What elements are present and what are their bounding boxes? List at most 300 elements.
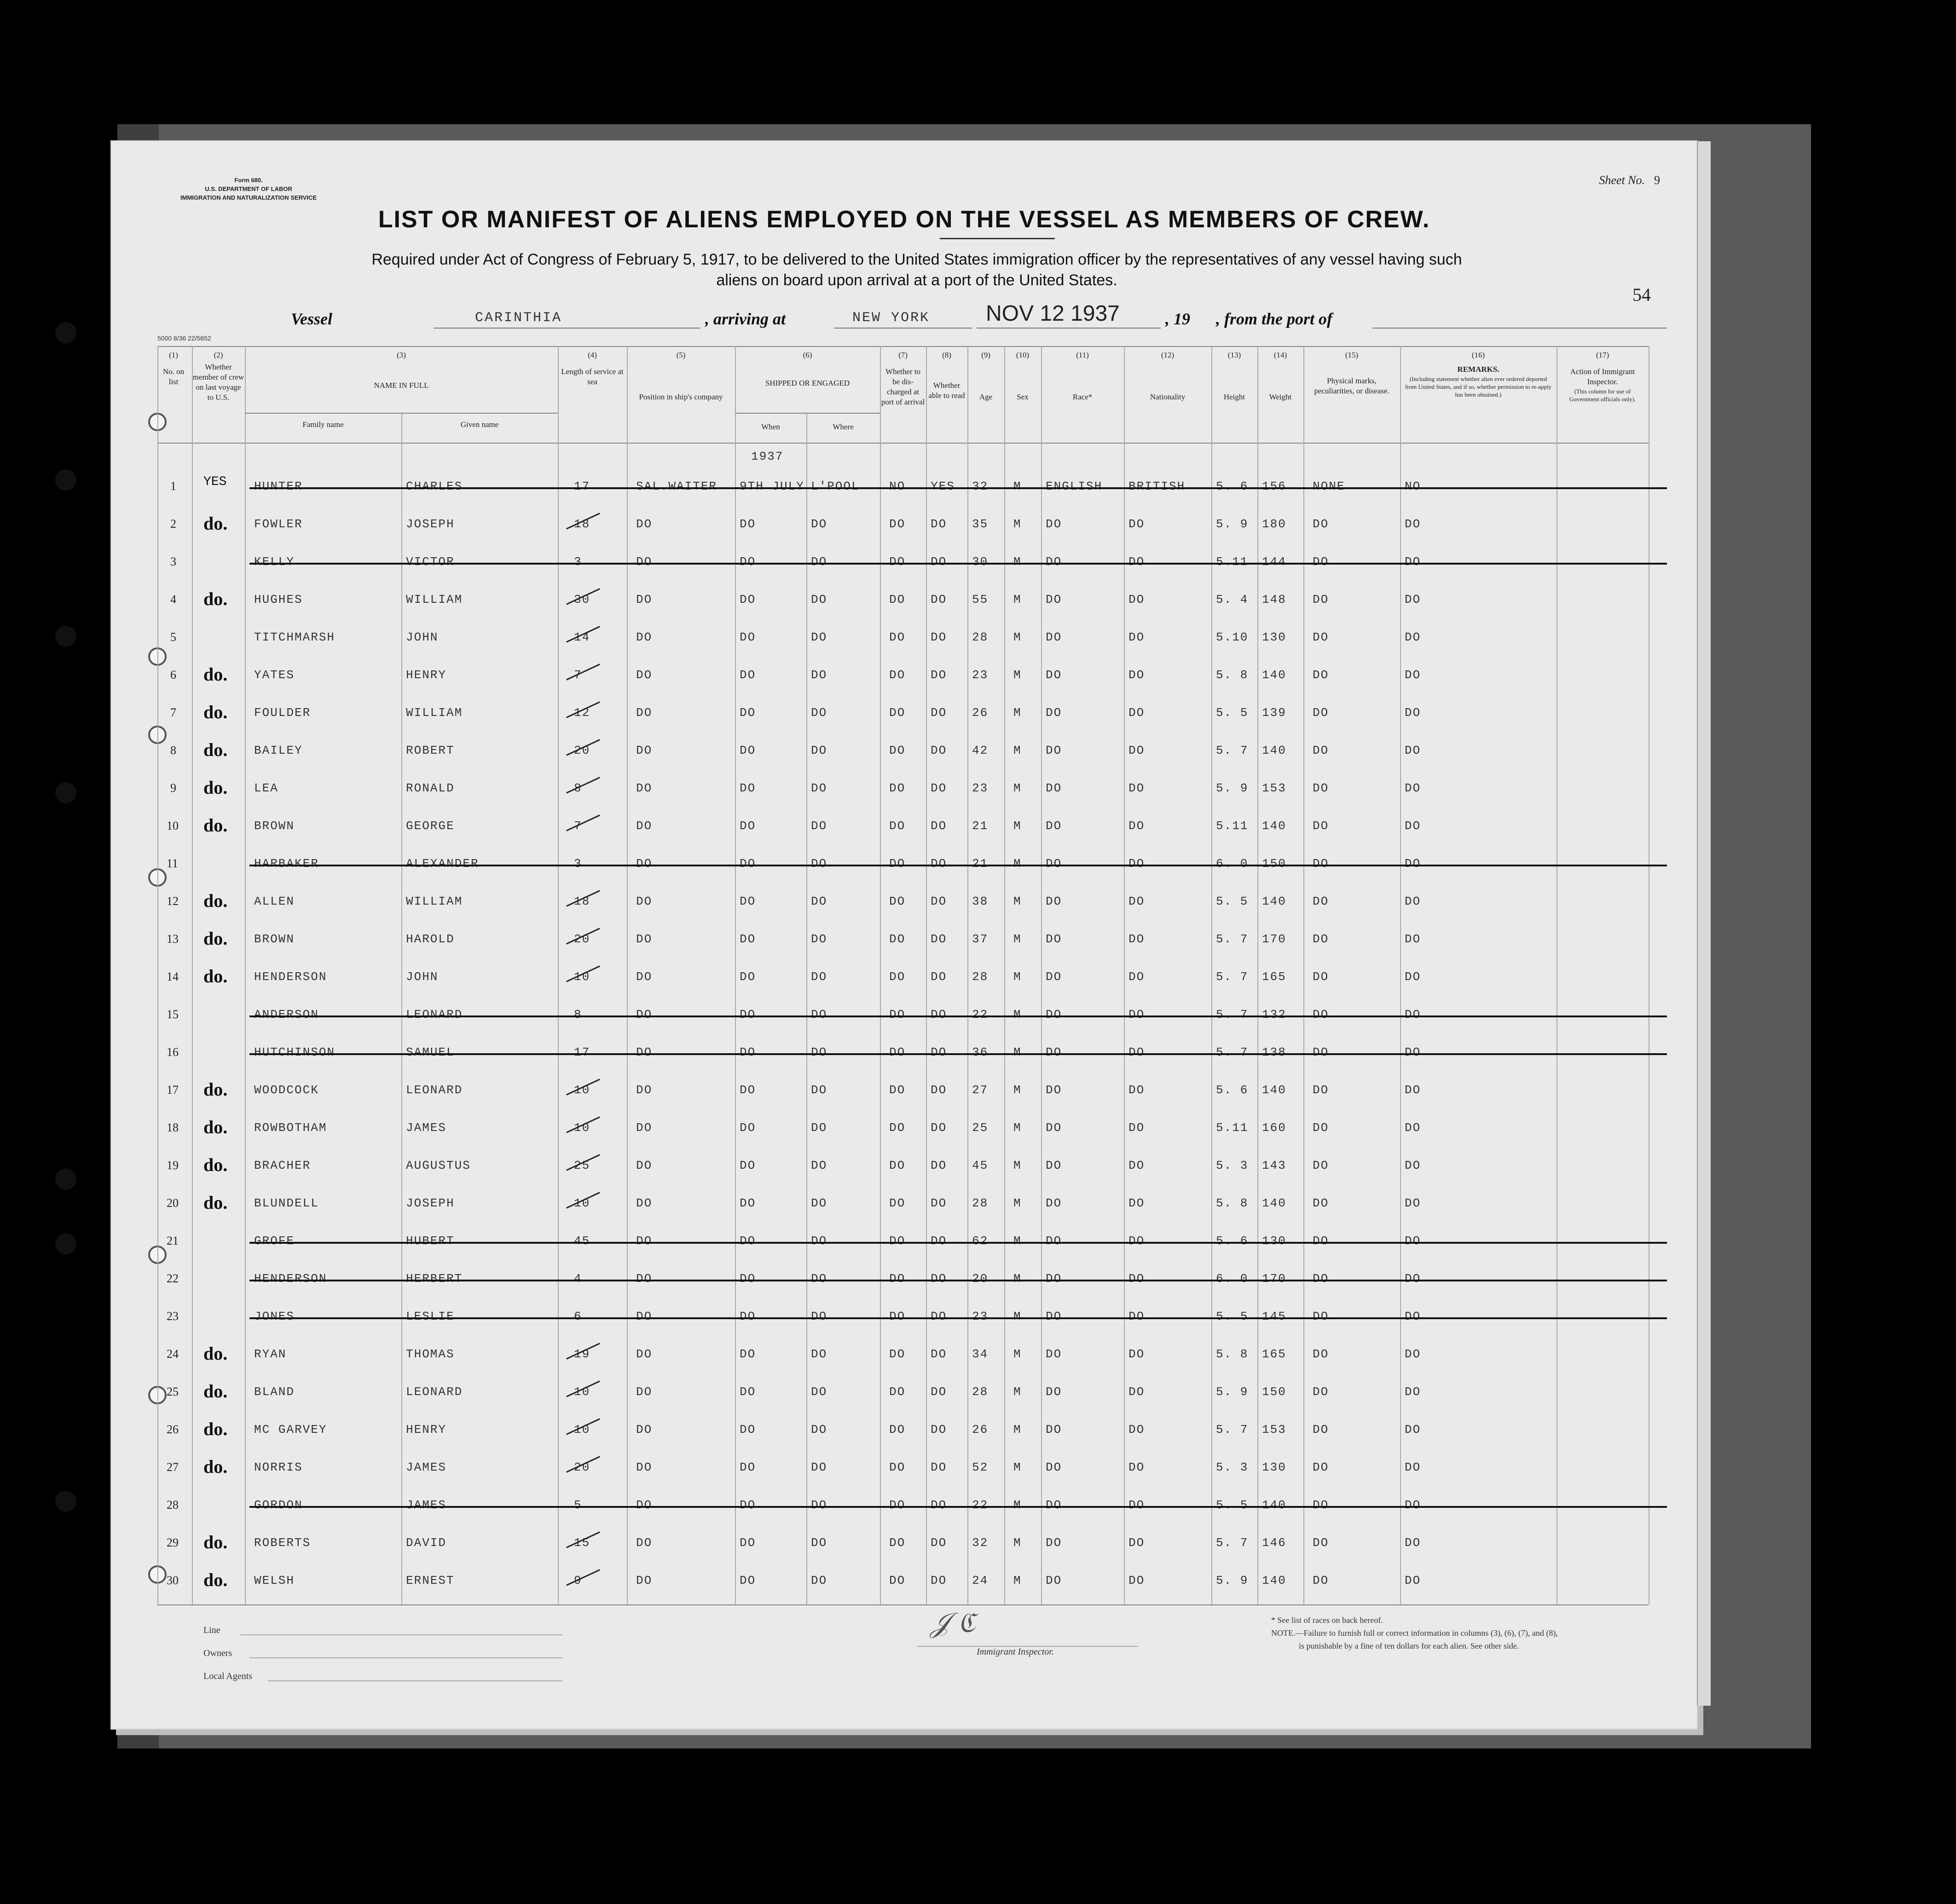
weight-cell: 140: [1262, 744, 1286, 757]
column-rule: [245, 346, 246, 1604]
age-cell: 36: [972, 1045, 989, 1059]
where-cell: DO: [811, 668, 828, 682]
race-cell: DO: [1046, 1574, 1062, 1587]
given-name-cell: JOHN: [406, 970, 439, 984]
binder-hole: [55, 1491, 76, 1512]
given-name-cell: THOMAS: [406, 1347, 455, 1361]
column-rule: [1211, 346, 1212, 1604]
sex-cell: M: [1013, 744, 1022, 757]
column-rule: [192, 346, 193, 1604]
read-cell: DO: [931, 819, 947, 833]
col-num-1: (1): [169, 351, 178, 359]
col-num-6: (6): [803, 351, 812, 359]
service-cell: 20: [574, 1460, 590, 1474]
read-cell: DO: [931, 1498, 947, 1512]
position-cell: DO: [636, 1460, 653, 1474]
given-name-cell: ROBERT: [406, 744, 455, 757]
position-cell: DO: [636, 706, 653, 720]
line-rule: [240, 1634, 562, 1635]
given-name-cell: ERNEST: [406, 1574, 455, 1587]
height-cell: 5. 3: [1216, 1159, 1249, 1172]
owners-label: Owners: [203, 1648, 232, 1658]
service-cell: 8: [574, 1008, 582, 1021]
row-number: 12: [167, 894, 179, 908]
physical-cell: DO: [1313, 668, 1329, 682]
age-cell: 23: [972, 1310, 989, 1323]
column-rule: [806, 413, 807, 1604]
sex-cell: M: [1013, 1121, 1022, 1135]
position-cell: DO: [636, 1385, 653, 1399]
service-cell: 10: [574, 970, 590, 984]
previous-voyage-cell: do.: [203, 777, 228, 798]
family-name-cell: TITCHMARSH: [254, 630, 336, 644]
previous-voyage-cell: do.: [203, 1343, 228, 1364]
service-cell: 3: [574, 857, 582, 871]
column-rule: [880, 346, 881, 1604]
service-cell: 14: [574, 630, 590, 644]
physical-cell: DO: [1313, 894, 1329, 908]
family-name-cell: BROWN: [254, 819, 295, 833]
read-cell: DO: [931, 1272, 947, 1286]
col-num-14: (14): [1273, 351, 1287, 359]
discharged-cell: DO: [889, 668, 906, 682]
nationality-cell: DO: [1128, 894, 1145, 908]
given-name-cell: JAMES: [406, 1460, 447, 1474]
height-cell: 5.11: [1216, 555, 1249, 569]
binder-hole: [55, 782, 76, 803]
col-header-given: Given name: [460, 420, 499, 429]
read-cell: DO: [931, 1385, 947, 1399]
discharged-cell: DO: [889, 517, 906, 531]
given-name-cell: JAMES: [406, 1498, 447, 1512]
remarks-cell: DO: [1405, 894, 1421, 908]
nationality-cell: BRITISH: [1128, 479, 1186, 493]
weight-cell: 138: [1262, 1045, 1286, 1059]
vessel-label: Vessel: [291, 310, 332, 328]
remarks-cell: DO: [1405, 1045, 1421, 1059]
where-cell: DO: [811, 1536, 828, 1550]
when-cell: DO: [740, 1536, 756, 1550]
when-cell: DO: [740, 1196, 756, 1210]
weight-cell: 165: [1262, 970, 1286, 984]
weight-cell: 130: [1262, 1234, 1286, 1248]
service-cell: 17: [574, 1045, 590, 1059]
age-cell: 34: [972, 1347, 989, 1361]
read-cell: DO: [931, 744, 947, 757]
remarks-cell: DO: [1405, 1574, 1421, 1587]
col-num-17: (17): [1596, 351, 1609, 359]
age-cell: 35: [972, 517, 989, 531]
position-cell: SAL.WAITER: [636, 479, 718, 493]
service-cell: 19: [574, 1347, 590, 1361]
row-number: 24: [167, 1347, 179, 1361]
from-port-label: , from the port of: [1216, 310, 1333, 328]
age-cell: 28: [972, 630, 989, 644]
col-num-15: (15): [1345, 351, 1359, 359]
weight-cell: 143: [1262, 1159, 1286, 1172]
where-cell: DO: [811, 894, 828, 908]
given-name-cell: GEORGE: [406, 819, 455, 833]
nationality-cell: DO: [1128, 1234, 1145, 1248]
race-cell: DO: [1046, 1234, 1062, 1248]
discharged-cell: DO: [889, 1385, 906, 1399]
physical-cell: DO: [1313, 1310, 1329, 1323]
weight-cell: 170: [1262, 932, 1286, 946]
height-cell: 5.11: [1216, 819, 1249, 833]
strike-through-line: [249, 1317, 1667, 1319]
row-number: 22: [167, 1272, 179, 1285]
nationality-cell: DO: [1128, 706, 1145, 720]
given-name-cell: JAMES: [406, 1121, 447, 1135]
nationality-cell: DO: [1128, 1498, 1145, 1512]
discharged-cell: DO: [889, 1121, 906, 1135]
position-cell: DO: [636, 1498, 653, 1512]
family-name-cell: ROWBOTHAM: [254, 1121, 327, 1135]
family-name-cell: RYAN: [254, 1347, 287, 1361]
race-cell: DO: [1046, 1536, 1062, 1550]
height-cell: 5. 8: [1216, 668, 1249, 682]
age-cell: 52: [972, 1460, 989, 1474]
where-cell: DO: [811, 1423, 828, 1437]
col-header-remarks-sub: (Including statement whether alien ever ordered deported from United States, and if so, whether permission to re-apply has been obtained.): [1405, 375, 1552, 398]
read-cell: DO: [931, 1159, 947, 1172]
position-cell: DO: [636, 1536, 653, 1550]
physical-cell: DO: [1313, 1159, 1329, 1172]
read-cell: DO: [931, 1121, 947, 1135]
when-cell: DO: [740, 630, 756, 644]
physical-cell: DO: [1313, 1234, 1329, 1248]
nationality-cell: DO: [1128, 1196, 1145, 1210]
arrival-port: NEW YORK: [852, 310, 930, 326]
column-rule: [157, 346, 158, 1604]
previous-voyage-cell: YES: [203, 475, 227, 489]
weight-cell: 130: [1262, 630, 1286, 644]
remarks-cell: DO: [1405, 1347, 1421, 1361]
nationality-cell: DO: [1128, 819, 1145, 833]
service-cell: 10: [574, 1385, 590, 1399]
race-cell: DO: [1046, 1083, 1062, 1097]
age-cell: 42: [972, 744, 989, 757]
where-cell: DO: [811, 630, 828, 644]
when-cell: DO: [740, 1423, 756, 1437]
row-number: 25: [167, 1385, 179, 1398]
col-num-3: (3): [397, 351, 406, 359]
given-name-cell: VICTOR: [406, 555, 455, 569]
service-cell: 20: [574, 744, 590, 757]
given-name-cell: JOSEPH: [406, 1196, 455, 1210]
physical-cell: DO: [1313, 1045, 1329, 1059]
when-cell: 9TH JULY: [740, 479, 804, 493]
family-name-cell: BAILEY: [254, 744, 303, 757]
race-cell: DO: [1046, 819, 1062, 833]
sex-cell: M: [1013, 1310, 1022, 1323]
remarks-cell: DO: [1405, 857, 1421, 871]
race-cell: DO: [1046, 781, 1062, 795]
sex-cell: M: [1013, 1347, 1022, 1361]
race-cell: DO: [1046, 517, 1062, 531]
discharged-cell: DO: [889, 1423, 906, 1437]
weight-cell: 144: [1262, 555, 1286, 569]
position-cell: DO: [636, 1196, 653, 1210]
physical-cell: DO: [1313, 1347, 1329, 1361]
service-cell: 18: [574, 894, 590, 908]
row-number: 5: [170, 630, 176, 644]
height-cell: 5. 7: [1216, 932, 1249, 946]
sex-cell: M: [1013, 1498, 1022, 1512]
column-rule: [967, 346, 968, 1604]
col-num-5: (5): [676, 351, 686, 359]
height-cell: 5. 9: [1216, 517, 1249, 531]
row-number: 7: [170, 706, 176, 719]
when-cell: DO: [740, 1272, 756, 1286]
row-number: 27: [167, 1460, 179, 1474]
col-num-12: (12): [1161, 351, 1175, 359]
age-cell: 32: [972, 1536, 989, 1550]
physical-cell: DO: [1313, 1121, 1329, 1135]
height-cell: 5. 6: [1216, 479, 1249, 493]
age-cell: 21: [972, 857, 989, 871]
race-cell: DO: [1046, 894, 1062, 908]
race-cell: DO: [1046, 1196, 1062, 1210]
height-cell: 5. 7: [1216, 1423, 1249, 1437]
previous-voyage-cell: do.: [203, 890, 228, 911]
column-rule: [1124, 346, 1125, 1604]
row-number: 9: [170, 781, 176, 795]
sex-cell: M: [1013, 970, 1022, 984]
col-header-nationality: Nationality: [1150, 392, 1186, 401]
physical-cell: DO: [1313, 1272, 1329, 1286]
read-cell: YES: [931, 479, 955, 493]
col-num-13: (13): [1227, 351, 1241, 359]
service-cell: 10: [574, 1083, 590, 1097]
year-annotation: 1937: [751, 450, 784, 463]
where-cell: DO: [811, 555, 828, 569]
service-cell: 6: [574, 1310, 582, 1323]
strike-through-line: [249, 1015, 1667, 1017]
remarks-cell: DO: [1405, 819, 1421, 833]
previous-voyage-cell: do.: [203, 1419, 228, 1439]
family-name-cell: WELSH: [254, 1574, 295, 1587]
arrival-date-stamp: NOV 12 1937: [986, 301, 1120, 326]
weight-cell: 140: [1262, 1498, 1286, 1512]
service-cell: 25: [574, 1159, 590, 1172]
read-cell: DO: [931, 517, 947, 531]
remarks-cell: DO: [1405, 1234, 1421, 1248]
sex-cell: M: [1013, 1196, 1022, 1210]
discharged-cell: DO: [889, 1196, 906, 1210]
col-header-when: When: [761, 422, 780, 431]
family-name-cell: YATES: [254, 668, 295, 682]
nationality-cell: DO: [1128, 781, 1145, 795]
col-header-remarks: REMARKS.: [1457, 365, 1499, 374]
row-number: 11: [167, 857, 179, 870]
position-cell: DO: [636, 1045, 653, 1059]
discharged-cell: DO: [889, 781, 906, 795]
when-cell: DO: [740, 1385, 756, 1399]
weight-cell: 130: [1262, 1460, 1286, 1474]
where-cell: DO: [811, 1234, 828, 1248]
sex-cell: M: [1013, 479, 1022, 493]
tally-mark: [566, 1569, 600, 1586]
height-cell: 5. 4: [1216, 593, 1249, 606]
sex-cell: M: [1013, 517, 1022, 531]
read-cell: DO: [931, 894, 947, 908]
physical-cell: DO: [1313, 1083, 1329, 1097]
weight-cell: 150: [1262, 857, 1286, 871]
discharged-cell: NO: [889, 479, 906, 493]
race-cell: DO: [1046, 630, 1062, 644]
age-cell: 45: [972, 1159, 989, 1172]
weight-cell: 145: [1262, 1310, 1286, 1323]
weight-cell: 160: [1262, 1121, 1286, 1135]
paper-edge: [1697, 141, 1711, 1706]
family-name-cell: HENDERSON: [254, 1272, 327, 1286]
read-cell: DO: [931, 555, 947, 569]
height-cell: 5.10: [1216, 630, 1249, 644]
position-cell: DO: [636, 1083, 653, 1097]
position-cell: DO: [636, 1008, 653, 1021]
when-cell: DO: [740, 970, 756, 984]
physical-cell: DO: [1313, 1423, 1329, 1437]
read-cell: DO: [931, 1234, 947, 1248]
column-rule: [1400, 346, 1401, 1604]
physical-cell: DO: [1313, 630, 1329, 644]
form-number: Form 680.: [234, 177, 263, 184]
physical-cell: DO: [1313, 555, 1329, 569]
family-name-cell: WOODCOCK: [254, 1083, 319, 1097]
nationality-cell: DO: [1128, 668, 1145, 682]
remarks-cell: DO: [1405, 1460, 1421, 1474]
height-cell: 5. 7: [1216, 1536, 1249, 1550]
height-cell: 5. 9: [1216, 1385, 1249, 1399]
col-num-11: (11): [1076, 351, 1089, 359]
when-cell: DO: [740, 593, 756, 606]
sex-cell: M: [1013, 781, 1022, 795]
given-name-cell: HENRY: [406, 1423, 447, 1437]
family-name-cell: BLUNDELL: [254, 1196, 319, 1210]
where-cell: DO: [811, 1385, 828, 1399]
where-cell: L'POOL: [811, 479, 860, 493]
remarks-cell: DO: [1405, 668, 1421, 682]
table-top-rule: [157, 346, 1649, 347]
previous-voyage-cell: do.: [203, 1117, 228, 1137]
when-cell: DO: [740, 1460, 756, 1474]
physical-cell: DO: [1313, 744, 1329, 757]
previous-voyage-cell: do.: [203, 664, 228, 685]
row-number: 2: [170, 517, 176, 531]
weight-cell: 140: [1262, 819, 1286, 833]
sheet-value: 9: [1654, 173, 1660, 187]
sex-cell: M: [1013, 819, 1022, 833]
height-cell: 5. 7: [1216, 970, 1249, 984]
family-name-cell: BLAND: [254, 1385, 295, 1399]
physical-cell: DO: [1313, 706, 1329, 720]
physical-cell: DO: [1313, 1196, 1329, 1210]
where-cell: DO: [811, 781, 828, 795]
weight-cell: 140: [1262, 894, 1286, 908]
service-cell: 45: [574, 1234, 590, 1248]
read-cell: DO: [931, 1083, 947, 1097]
family-name-cell: HUNTER: [254, 479, 303, 493]
service-cell: 7: [574, 668, 582, 682]
position-cell: DO: [636, 819, 653, 833]
discharged-cell: DO: [889, 1574, 906, 1587]
service-cell: 4: [574, 1272, 582, 1286]
family-name-cell: GORDON: [254, 1498, 303, 1512]
given-name-cell: WILLIAM: [406, 593, 463, 606]
footnote-races: * See list of races on back hereof.: [1271, 1616, 1383, 1625]
tally-mark: [566, 777, 600, 794]
read-cell: DO: [931, 781, 947, 795]
col-num-8: (8): [942, 351, 951, 359]
when-cell: DO: [740, 517, 756, 531]
age-cell: 21: [972, 819, 989, 833]
col-header-shipped: SHIPPED OR ENGAGED: [765, 379, 850, 387]
race-cell: DO: [1046, 1423, 1062, 1437]
height-cell: 5. 5: [1216, 1310, 1249, 1323]
height-cell: 5. 8: [1216, 1347, 1249, 1361]
discharged-cell: DO: [889, 1159, 906, 1172]
subheader-rule: [245, 413, 558, 414]
nationality-cell: DO: [1128, 744, 1145, 757]
column-rule: [1303, 346, 1304, 1604]
col-header-sex: Sex: [1017, 392, 1029, 401]
race-cell: DO: [1046, 1347, 1062, 1361]
row-number: 8: [170, 744, 176, 757]
race-cell: ENGLISH: [1046, 479, 1103, 493]
nationality-cell: DO: [1128, 1310, 1145, 1323]
previous-voyage-cell: do.: [203, 1381, 228, 1402]
physical-cell: DO: [1313, 781, 1329, 795]
col-header-race: Race*: [1072, 392, 1093, 401]
where-cell: DO: [811, 1272, 828, 1286]
given-name-cell: LESLIE: [406, 1310, 455, 1323]
weight-cell: 140: [1262, 1196, 1286, 1210]
read-cell: DO: [931, 668, 947, 682]
binder-hole: [55, 626, 76, 647]
given-name-cell: HUBERT: [406, 1234, 455, 1248]
family-name-cell: ROBERTS: [254, 1536, 311, 1550]
where-cell: DO: [811, 1121, 828, 1135]
discharged-cell: DO: [889, 1460, 906, 1474]
col-num-4: (4): [588, 351, 597, 359]
form-code: 5000 8/36 22/5652: [157, 335, 211, 342]
column-rule: [558, 346, 559, 1604]
age-cell: 25: [972, 1121, 989, 1135]
read-cell: DO: [931, 1196, 947, 1210]
weight-cell: 139: [1262, 706, 1286, 720]
owners-rule: [249, 1657, 562, 1658]
col-num-7: (7): [898, 351, 908, 359]
column-rule: [1257, 346, 1258, 1604]
sex-cell: M: [1013, 630, 1022, 644]
when-cell: DO: [740, 932, 756, 946]
col-header-action: Action of Immigrant Inspector.: [1570, 367, 1635, 386]
height-cell: 5. 5: [1216, 1498, 1249, 1512]
remarks-cell: DO: [1405, 744, 1421, 757]
inspector-signature: 𝒥 ℭ: [931, 1607, 975, 1639]
read-cell: DO: [931, 1045, 947, 1059]
when-cell: DO: [740, 857, 756, 871]
position-cell: DO: [636, 857, 653, 871]
where-cell: DO: [811, 1083, 828, 1097]
previous-voyage-cell: do.: [203, 513, 228, 534]
family-name-cell: BROWN: [254, 932, 295, 946]
height-cell: 5. 9: [1216, 1574, 1249, 1587]
position-cell: DO: [636, 781, 653, 795]
nationality-cell: DO: [1128, 1574, 1145, 1587]
nationality-cell: DO: [1128, 517, 1145, 531]
